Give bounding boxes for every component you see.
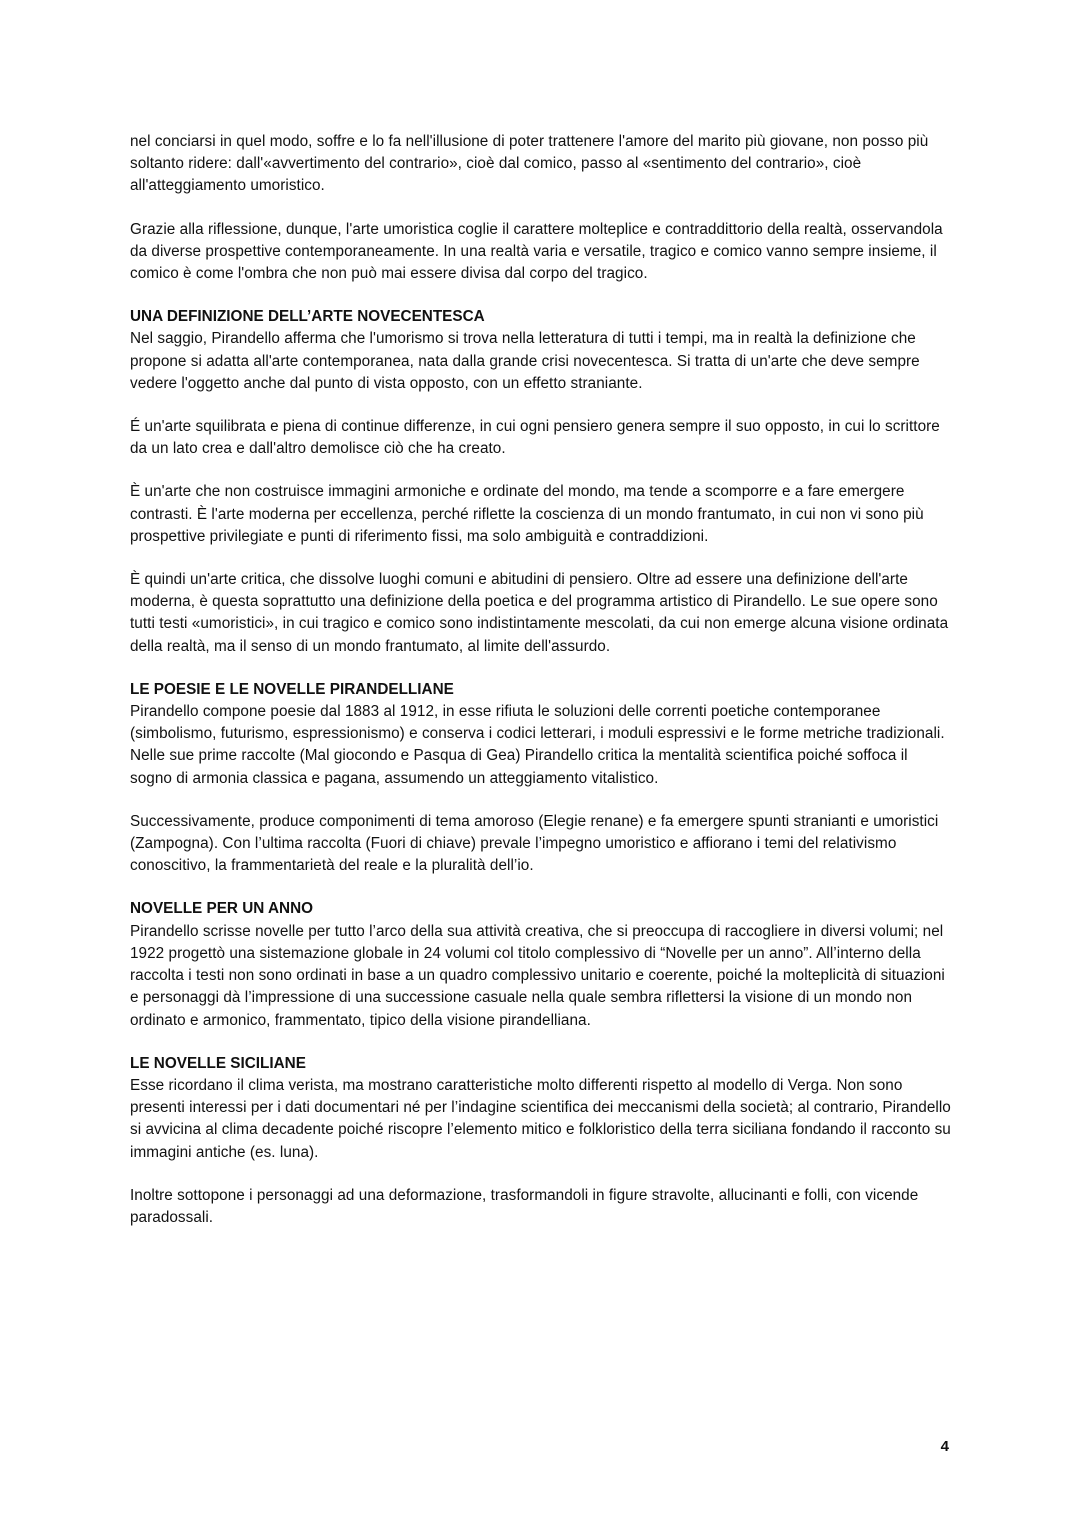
section-heading: UNA DEFINIZIONE DELL’ARTE NOVECENTESCA [130,308,485,326]
paragraph: É un'arte squilibrata e piena di continue differenze, in cui ogni pensiero genera sempre il suo opposto, in cui lo scrittore da un lato crea e dall'altro demolisce ciò che ha creato. [130,418,940,458]
section-heading: LE NOVELLE SICILIANE [130,1054,306,1072]
document-body [130,131,952,1250]
paragraph: Esse ricordano il clima verista, ma mostrano caratteristiche molto differenti rispetto al modello di Verga. Non sono presenti interessi per i dati documentari né per l’indagine scientifica dei meccanismi della società; al contrario, Pirandello si avvicina al clima decadente poiché riscopre l’elemento mitico e folkloristico della terra siciliana fondando il racconto su immagini antiche (es. luna). [130,1076,951,1161]
paragraph: È quindi un'arte critica, che dissolve luoghi comuni e abitudini di pensiero. Oltre ad essere una definizione dell'arte moderna, è questa soprattutto una definizione della poetica e del programma artistico di Pirandello. Le sue opere sono tutti testi «umoristici», in cui tragico e comico sono indistintamente mescolati, da cui non emerge alcuna visione ordinata della realtà, ma il senso di un mondo frantumato, al limite dell'assurdo. [130,571,949,655]
section-novelle-siciliane [130,1053,952,1229]
paragraph: nel conciarsi in quel modo, soffre e lo fa nell'illusione di poter trattenere l'amore del marito più giovane, non posso più soltanto ridere: dall'«avvertimento del contrario», cioè dal comico, passo al «sentimento del contrario», cioè all'atteggiamento umoristico. [130,133,929,195]
paragraph: Pirandello scrisse novelle per tutto l’arco della sua attività creativa, che si preoccupa di raccogliere in diversi volumi; nel 1922 progettò una sistemazione globale in 24 volumi col titolo complessivo di “Novelle per un anno”. All’interno della raccolta i testi non sono ordinati in base a un quadro complessivo unitario e coerente, poiché la molteplicità di situazioni e personaggi dà l’impressione di una successione casuale nella quale sembra riflettersi la visione di un mondo non ordinato e armonico, frammentato, tipico della visione pirandelliana. [130,922,945,1029]
paragraph: Successivamente, produce componimenti di tema amoroso (Elegie renane) e fa emergere spunti stranianti e umoristici (Zampogna). Con l’ultima raccolta (Fuori di chiave) prevale l’impegno umoristico e affiorano i temi del relativismo conoscitivo, la frammentarietà del reale e la pluralità dell’io. [130,812,939,875]
paragraph: Inoltre sottopone i personaggi ad una deformazione, trasformandoli in figure stravolte, allucinanti e folli, con vicende paradossali. [130,1186,919,1226]
section-novelle-per-un-anno [130,898,952,1031]
section-poesie-novelle [130,679,952,878]
section-definizione-arte-novecentesca [130,306,952,658]
page-number: 4 [940,1438,949,1455]
paragraph: È un'arte che non costruisce immagini armoniche e ordinate del mondo, ma tende a scomporre e a fare emergere contrasti. È l'arte moderna per eccellenza, perché riflette la coscienza di un mondo frantumato, in cui non vi sono più prospettive privilegiate e punti di riferimento fissi, ma solo ambiguità e contraddizioni. [130,483,924,545]
section-heading: LE POESIE E LE NOVELLE PIRANDELLIANE [130,680,454,698]
paragraph: Pirandello compone poesie dal 1883 al 1912, in esse rifiuta le soluzioni delle correnti poetiche contemporanee (simbolismo, futurismo, espressionismo) e conserva i codici letterari, i moduli espressivi e le forme metriche tradizionali. Nelle sue prime raccolte (Mal giocondo e Pasqua di Gea) Pirandello critica la mentalità scientifica poiché soffoca il sogno di armonia classica e pagana, assumendo un atteggiamento vitalistico. [130,703,945,787]
section-heading: NOVELLE PER UN ANNO [130,900,314,918]
paragraph: Grazie alla riflessione, dunque, l'arte umoristica coglie il carattere molteplice e contraddittorio della realtà, osservandola da diverse prospettive contemporaneamente. In una realtà varia e versatile, tragico e comico vanno sempre insieme, il comico è come l'ombra che non può mai essere divisa dal corpo del tragico. [130,220,943,283]
paragraph: Nel saggio, Pirandello afferma che l'umorismo si trova nella letteratura di tutti i tempi, ma in realtà la definizione che propone si adatta all'arte contemporanea, nata dalla grande crisi novecentesca. Si tratta di un'arte che deve sempre vedere l'oggetto anche dal punto di vista opposto, con un effetto straniante. [130,330,920,392]
